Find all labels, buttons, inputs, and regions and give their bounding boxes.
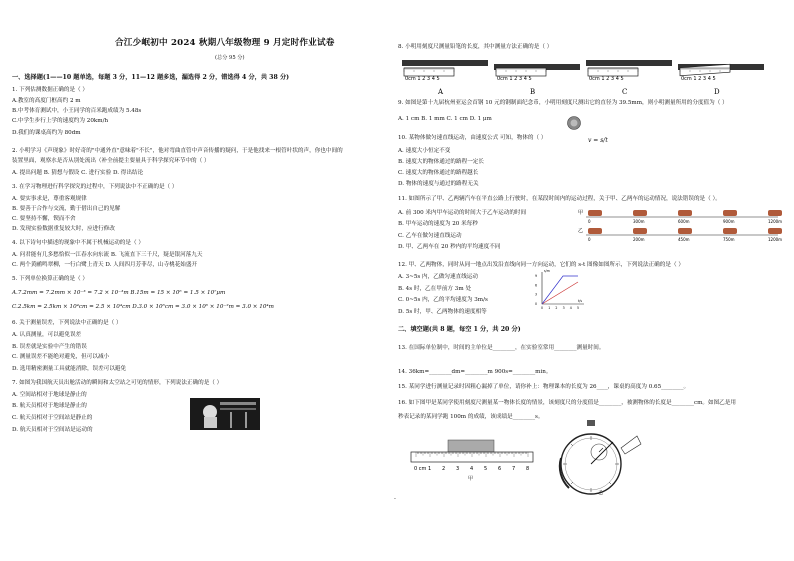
question-line-q2: 2. 小明学习《声现象》时好奇的"中通外直"意味着"不长"，他对弯曲直管中声音传播的疑问，于是他找来一根管叶状的声，你也中间的 (12, 148, 343, 154)
question-line-q4a: A. 问君能有几多愁恰似一江春水向东流 B. 飞流直下三千尺，疑是银河落九天 (12, 252, 203, 258)
series-line-yi (542, 276, 578, 304)
question-line-q5: 5. 下列单位换算正确的是（ ） (12, 276, 89, 282)
x-tick-label: 4 (569, 306, 572, 310)
x-axis-label: t/s (578, 299, 582, 303)
distance-label: 0 (588, 219, 591, 224)
option-label-a: A (438, 88, 444, 96)
car-icon (588, 210, 602, 216)
q11-car-diagram (578, 206, 783, 246)
y-tick-label: 0 (535, 302, 538, 306)
distance-label: 300m (633, 219, 645, 224)
question-line-q7b: B. 航天员相对于地球是静止的 (12, 403, 87, 409)
y-tick-label: 6 (535, 283, 538, 288)
question-line-q11: 11. 如图所示了甲、乙两辆汽车在平直公路上行驶时，在某段时间内的运动过程，关于甲、乙两车的运动情况，说法错误的是（ ）。 (398, 196, 721, 202)
speed-formula: v = s/t (588, 137, 608, 144)
car-icon (768, 210, 782, 216)
question-line-q1a: A.教室的高度门框高约 2 m (12, 98, 81, 104)
question-line-q3b: B. 要善于合作与交流，勤于借出自己的见解 (12, 206, 121, 212)
ruler-number: 7 (512, 466, 516, 472)
question-line-q1c: C.中学生步行上学的速度约为 20km/h (12, 118, 109, 124)
question-line-q7d: D. 航天员相对于空间站是运动的 (12, 427, 93, 433)
question-line-q3d: D. 发现实验数据重复较大时，应进行修改 (12, 226, 115, 232)
question-line-q6b: B. 误差就是实验中产生的错误 (12, 344, 87, 350)
question-line-sec1: 一、选择题(1——10 题单选，每题 3 分，11—12 题多选，漏选得 2 分，错选得 4 分，共 38 分) (12, 74, 290, 81)
ruler-number: 4 (470, 466, 474, 472)
question-line-q13: 13. 在国际单位制中，时间的主单位是________，在实验室常用________测量时间。 (398, 345, 605, 351)
question-line-q10: 10. 某物体做匀速直线运动，由速度公式 可知，物体的（ ） (398, 135, 547, 141)
ruler-number: 8 (526, 466, 530, 472)
paper-title: 合江少岷初中 2024 秋期八年级物理 9 月定时作业试卷 (115, 38, 335, 48)
question-line-q12a: A. 3~5s 内，乙做匀速直线运动 (398, 274, 478, 280)
question-line-q5b: C.2.5km = 2.5km × 10⁴cm = 2.5 × 10⁴cm D.3.0 × 10⁶cm = 3.0 × 10⁶ × 10⁻²m = 3.0 × 10⁴m (12, 304, 274, 310)
question-line-q3c: C. 要坚持不懈，锲而不舍 (12, 216, 76, 222)
distance-label: 750m (723, 237, 735, 242)
car-icon (723, 210, 737, 216)
option-label-c: C (622, 88, 628, 96)
distance-label: 900m (723, 219, 735, 224)
car-icon (633, 210, 647, 216)
question-line-q7: 7. 如图为我国航天员出舱活动的瞬间和太空站之可见的情形，下列说法正确的是（ ） (12, 380, 223, 386)
caption-jia: 甲 (468, 476, 474, 482)
x-tick-label: 1 (548, 306, 551, 310)
question-line-q12b: B. 4s 时，乙在甲前方 3m 处 (398, 286, 472, 292)
ruler-scale-label: 0cm 1 2 3 4 5 (497, 76, 532, 82)
stopwatch-icon (555, 418, 645, 498)
question-line-q3: 3. 在学习物理进行科学探究的过程中，下列说法中不正确的是（ ） (12, 184, 178, 190)
question-line-q2c: A. 提出问题 B. 猜想与假设 C. 进行实验 D. 得出结论 (12, 170, 144, 176)
page-mark: - (394, 496, 396, 502)
ruler-number: 5 (484, 466, 488, 472)
x-tick-label: 0 (541, 306, 544, 310)
question-line-q7c: C. 航天员相对于空间站是静止的 (12, 415, 93, 421)
ruler-number: 2 (442, 466, 446, 472)
distance-label: 0 (588, 237, 591, 242)
q16-ruler-figure (410, 438, 535, 474)
question-line-q10a: A. 速度大小恒定不变 (398, 148, 451, 154)
question-line-q5a: A.7.2mm = 7.2mm × 10⁻³ = 7.2 × 10⁻³m B.15m = 15 × 10⁶ = 1.5 × 10⁷μm (12, 290, 226, 296)
question-line-q16b: 秒表记录的某同学跑 100m 的成绩，该成绩是________s。 (398, 414, 544, 420)
question-line-q4b: C. 两个黄鹂鸣翠柳，一行白鹭上青天 D. 人间四月芳菲尽，山寺桃花始盛开 (12, 262, 198, 268)
x-tick-label: 3 (562, 306, 565, 310)
question-line-q6: 6. 关于测量误差，下列说法中正确的是（ ） (12, 320, 122, 326)
y-tick-label: 3 (535, 292, 538, 297)
ruler-number: 0 cm (414, 466, 427, 472)
ruler-option-c (584, 56, 679, 98)
distance-label: 200m (633, 237, 645, 242)
question-line-sec2: 二、填空题(共 8 题，每空 1 分，共 20 分) (398, 326, 521, 333)
question-line-q11d: D. 甲、乙两车在 20 秒内的平均速度不同 (398, 244, 501, 250)
distance-label: 1200m (768, 219, 783, 224)
astronaut-photo (190, 398, 260, 430)
x-tick-label: 2 (555, 306, 558, 310)
car-icon (678, 210, 692, 216)
question-line-q7a: A. 空间站相对于地球是静止的 (12, 392, 87, 398)
question-line-q2b: 装置里面，观察水是否从别处流出（补全前提主要量具于科学探究环节中的（ ） (12, 158, 210, 164)
question-line-q8: 8. 小明用刻度尺测量铅笔的长度，其中测量方法正确的是（ ） (398, 44, 553, 50)
option-label-d: D (714, 88, 720, 96)
ruler-number: 3 (456, 466, 460, 472)
question-line-q11a: A. 前 300 米内甲车运动的时间大于乙车运动的时间 (398, 210, 527, 216)
x-tick-label: 5 (577, 306, 580, 310)
ruler-option-b (492, 56, 587, 98)
car-icon (768, 228, 782, 234)
car-label: 乙 (578, 228, 584, 234)
question-line-q10d: D. 物体的速度与通过的路程无关 (398, 181, 479, 187)
car-icon (633, 228, 647, 234)
ruler-option-a (400, 56, 495, 98)
q8-ruler-figures (400, 56, 780, 98)
ruler-scale-label: 0cm 1 2 3 4 5 (589, 76, 624, 82)
question-line-q10b: B. 速度大的物体通过的路程一定长 (398, 159, 484, 165)
distance-label: 600m (678, 219, 690, 224)
caption-yi: 乙 (598, 490, 604, 496)
y-tick-label: 9 (535, 274, 538, 278)
question-line-q9opt: A. 1 cm B. 1 mm C. 1 cm D. 1 μm (398, 116, 492, 122)
question-line-q6d: D. 选用精密测量工具就能消除，误差可以避免 (12, 366, 127, 372)
option-label-b: B (530, 88, 536, 96)
question-line-q10c: C. 速度大的物体通过的路程越长 (398, 170, 479, 176)
question-line-q16: 16. 如下图甲是某同学使用刻度尺测量某一物体长度的情景，该刻度尺的分度值是________，被测物体的长度是________cm。如图乙是用 (398, 400, 736, 406)
question-line-q1b: B.中考体育测试中，小王同学的百米跑成绩为 5.48s (12, 108, 142, 114)
ruler-scale-label: 0cm 1 2 3 4 5 (405, 76, 440, 82)
question-line-q15: 15. 某同学进行测量记录时因粗心漏掉了单位，请你补上：物理课本的长度为 26____，课桌的高度为 0.65________。 (398, 384, 690, 390)
q12-st-chart (532, 268, 590, 310)
car-icon (723, 228, 737, 234)
ruler-option-d (676, 56, 771, 98)
question-line-q1d: D.我们的课桌高约为 80dm (12, 130, 81, 136)
y-axis-label: s/m (544, 269, 550, 273)
distance-label: 450m (678, 237, 690, 242)
question-line-q14: 14. 36km=________dm=________m 900s=________min。 (398, 369, 552, 375)
paper-subtitle: (总分 95 分) (215, 55, 245, 61)
measured-block (448, 440, 494, 452)
question-line-q9: 9. 如图是第十九届杭州亚运会首钢 10 元的钢制面纪念币，小明用刻度尺测出它的直径为 39.5mm，则小明测量所用的分度值为（ ） (398, 100, 728, 106)
question-line-q4: 4. 以下诗句中描述的现象中不属于机械运动的是（ ） (12, 240, 144, 246)
car-label: 甲 (578, 210, 584, 216)
ruler-number: 6 (498, 466, 502, 472)
coin-image (567, 116, 581, 130)
ruler-scale-label: 0cm 1 2 3 4 5 (681, 76, 716, 82)
question-line-q6a: A. 认真测量，可以避免误差 (12, 332, 82, 338)
question-line-q6c: C. 测量误差不能绝对避免，但可以减小 (12, 354, 110, 360)
ruler-number: 1 (428, 466, 432, 472)
car-icon (588, 228, 602, 234)
question-line-q3a: A. 要实事求是，尊重客观规律 (12, 196, 87, 202)
question-line-q11c: C. 乙车在做匀速直线运动 (398, 233, 462, 239)
question-line-q12: 12. 甲、乙两物体，同时从同一地点出发沿直线向同一方向运动，它们的 s-t 图像如图所示，下列说法正确的是（ ） (398, 262, 684, 268)
question-line-q12c: C. 0~5s 内，乙的平均速度为 3m/s (398, 297, 488, 303)
car-icon (678, 228, 692, 234)
question-line-q12d: D. 5s 时，甲、乙两物体的速度相等 (398, 309, 487, 315)
question-line-q1: 1. 下列估测数据正确的是（ ） (12, 87, 89, 93)
question-line-q11b: B. 甲车运动的速度为 20 米每秒 (398, 221, 478, 227)
distance-label: 1200m (768, 237, 783, 242)
series-line-jia (542, 282, 578, 304)
